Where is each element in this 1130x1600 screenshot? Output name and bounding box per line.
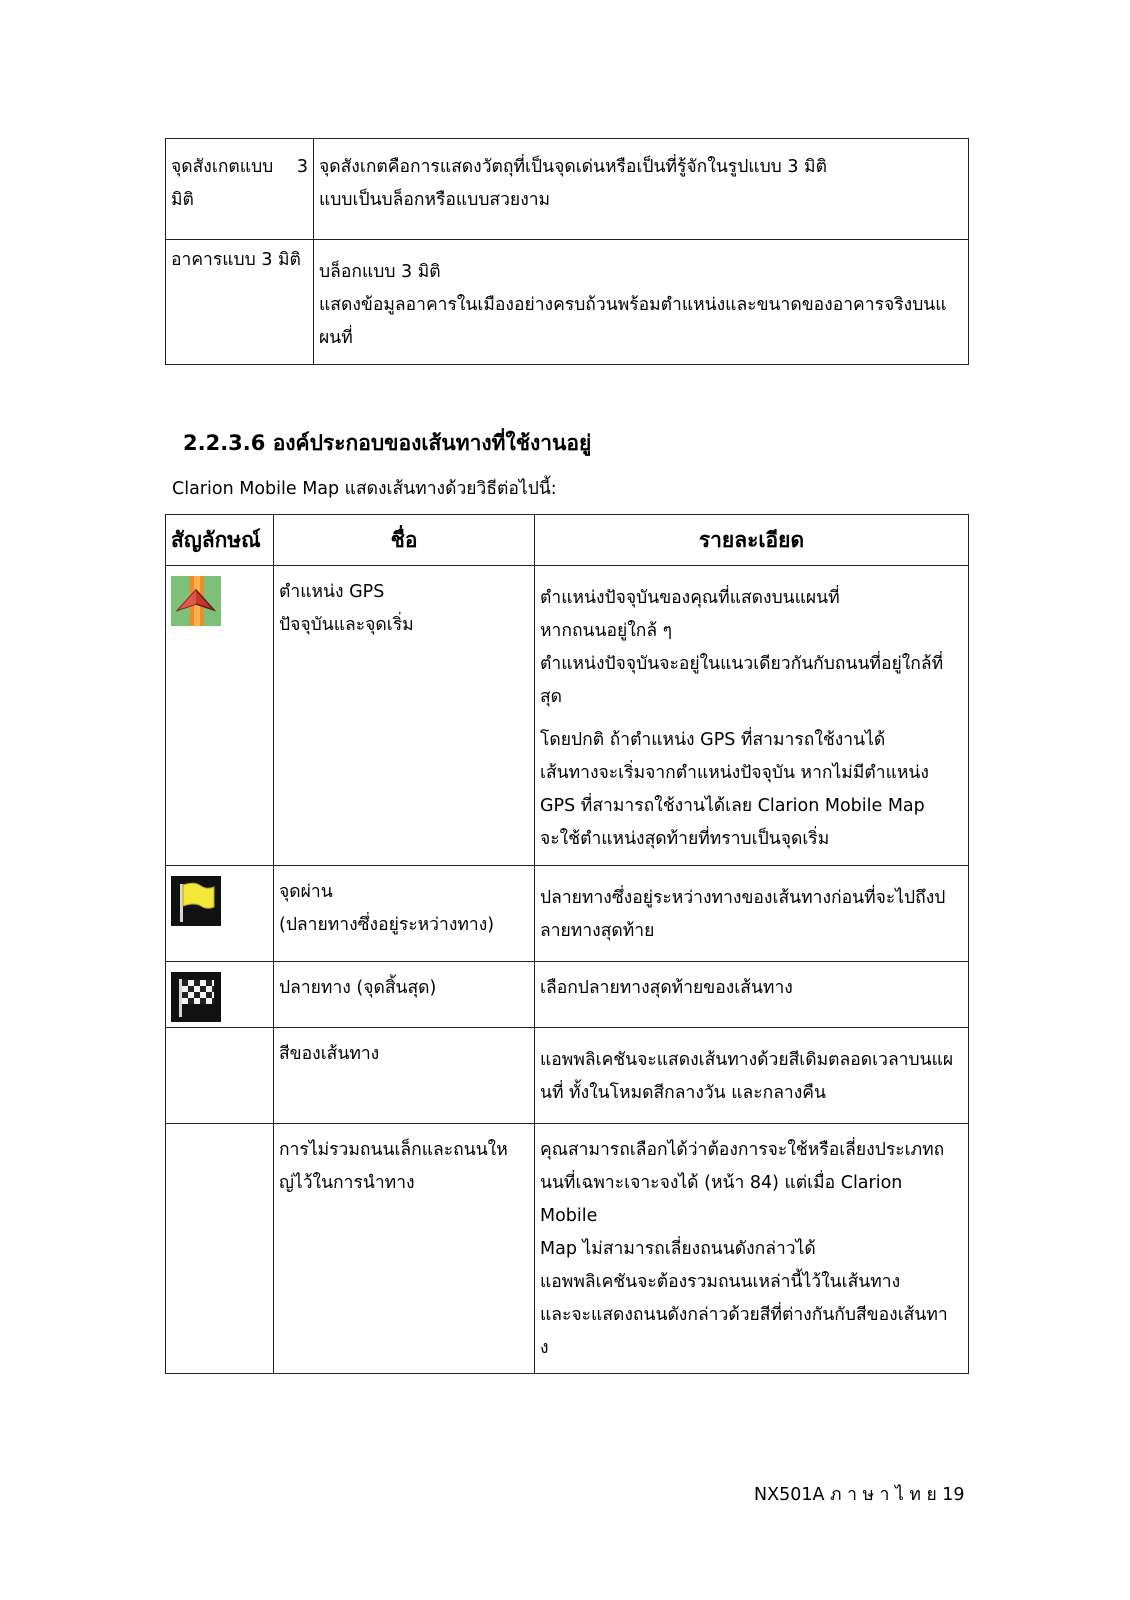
detail-line: ตำแหน่งปัจจุบันจะอยู่ในแนวเดียวกันกับถนนที่อยู่ใกล้ที่ [540, 654, 944, 674]
table-row [166, 1028, 969, 1124]
route-elements-table [165, 514, 969, 1374]
name-cell [274, 1028, 535, 1124]
checkered-finish-flag-icon [171, 972, 221, 1022]
feature-name-cell [166, 240, 314, 365]
detail-line: หากถนนอยู่ใกล้ ๆ [540, 621, 673, 641]
page-footer: NX501A ภ า ษ า ไ ท ย 19 [754, 1485, 965, 1505]
detail-line: และจะแสดงถนนดังกล่าวด้วยสีที่ต่างกันกับสีของเส้นทา [540, 1305, 948, 1325]
name-cell [274, 1124, 535, 1374]
section-heading: 2.2.3.6 องค์ประกอบของเส้นทางที่ใช้งานอยู่ [183, 431, 592, 455]
table-row [166, 962, 969, 1028]
column-header-detail: รายละเอียด [535, 515, 969, 566]
name-line: สีของเส้นทาง [279, 1044, 380, 1064]
name-cell [274, 962, 535, 1028]
detail-line: ตำแหน่งปัจจุบันของคุณที่แสดงบนแผนที่ [540, 588, 840, 608]
table-row [166, 1124, 969, 1374]
name-line: ปัจจุบันและจุดเริ่ม [279, 615, 414, 635]
detail-cell [535, 866, 969, 962]
feature-name-text: อาคารแบบ 3 มิติ [171, 250, 301, 270]
feature-name-text: มิติ [171, 190, 194, 210]
detail-line: คุณสามารถเลือกได้ว่าต้องการจะใช้หรือเลี่ยงประเภทถ [540, 1140, 945, 1160]
column-header-symbol: สัญลักษณ์ [166, 515, 274, 566]
detail-line: แอพพลิเคชันจะต้องรวมถนนเหล่านี้ไว้ในเส้นทาง [540, 1272, 901, 1292]
detail-line: GPS ที่สามารถใช้งานได้เลย Clarion Mobile Map [540, 796, 925, 816]
feature-description-cell [314, 139, 969, 240]
name-line: ญ่ไว้ในการนำทาง [279, 1173, 415, 1193]
description-line: จุดสังเกตคือการแสดงวัตถุที่เป็นจุดเด่นหรือเป็นที่รู้จักในรูปแบบ 3 มิติ [319, 157, 827, 177]
detail-line: ลายทางสุดท้าย [540, 921, 655, 941]
detail-line: โดยปกติ ถ้าตำแหน่ง GPS ที่สามารถใช้งานได้ [540, 730, 886, 750]
detail-cell [535, 1124, 969, 1374]
feature-description-cell [314, 240, 969, 365]
description-line: แบบเป็นบล็อกหรือแบบสวยงาม [319, 190, 551, 210]
symbol-cell [166, 962, 274, 1028]
description-line: บล็อกแบบ 3 มิติ [319, 262, 441, 282]
description-line: ผนที่ [319, 328, 353, 348]
detail-line: ปลายทางซึ่งอยู่ระหว่างทางของเส้นทางก่อนที่จะไปถึงป [540, 888, 946, 908]
gps-position-arrow-icon [171, 576, 221, 626]
detail-line: จะใช้ตำแหน่งสุดท้ายที่ทราบเป็นจุดเริ่ม [540, 829, 830, 849]
symbol-cell [166, 866, 274, 962]
table-header-row [166, 515, 969, 566]
detail-line: สุด [540, 687, 563, 707]
name-cell [274, 566, 535, 866]
detail-line: นที่ ทั้งในโหมดสีกลางวัน และกลางคืน [540, 1083, 826, 1103]
detail-cell [535, 1028, 969, 1124]
detail-line: เลือกปลายทางสุดท้ายของเส้นทาง [540, 978, 793, 998]
table-row [166, 139, 969, 240]
detail-line: Map ไม่สามารถเลี่ยงถนนดังกล่าวได้ [540, 1239, 816, 1259]
name-line: ปลายทาง (จุดสิ้นสุด) [279, 978, 437, 998]
feature-table [165, 138, 969, 365]
table-row [166, 240, 969, 365]
symbol-cell [166, 1028, 274, 1124]
name-line: (ปลายทางซึ่งอยู่ระหว่างทาง) [279, 915, 495, 935]
feature-name-text: 3 [296, 157, 308, 177]
detail-cell [535, 962, 969, 1028]
feature-name-cell [166, 139, 314, 240]
name-line: จุดผ่าน [279, 882, 333, 902]
yellow-waypoint-flag-icon [171, 876, 221, 926]
feature-name-text: จุดสังเกตแบบ [171, 157, 274, 177]
table-row [166, 566, 969, 866]
detail-line: นนที่เฉพาะเจาะจงได้ (หน้า 84) แต่เมื่อ Clarion Mobile [540, 1173, 903, 1226]
name-line: การไม่รวมถนนเล็กและถนนให [279, 1140, 508, 1160]
symbol-cell [166, 1124, 274, 1374]
detail-line: เส้นทางจะเริ่มจากตำแหน่งปัจจุบัน หากไม่มีตำแหน่ง [540, 763, 929, 783]
name-line: ตำแหน่ง GPS [279, 582, 385, 602]
symbol-cell [166, 566, 274, 866]
detail-line: ง [540, 1338, 549, 1358]
detail-cell [535, 566, 969, 866]
detail-line: แอพพลิเคชันจะแสดงเส้นทางด้วยสีเดิมตลอดเวลาบนแผ [540, 1050, 954, 1070]
name-cell [274, 866, 535, 962]
table-row [166, 866, 969, 962]
column-header-name: ชื่อ [274, 515, 535, 566]
description-line: แสดงข้อมูลอาคารในเมืองอย่างครบถ้วนพร้อมตำแหน่งและขนาดของอาคารจริงบนแ [319, 295, 947, 315]
section-intro: Clarion Mobile Map แสดงเส้นทางด้วยวิธีต่อไปนี้: [172, 479, 557, 499]
